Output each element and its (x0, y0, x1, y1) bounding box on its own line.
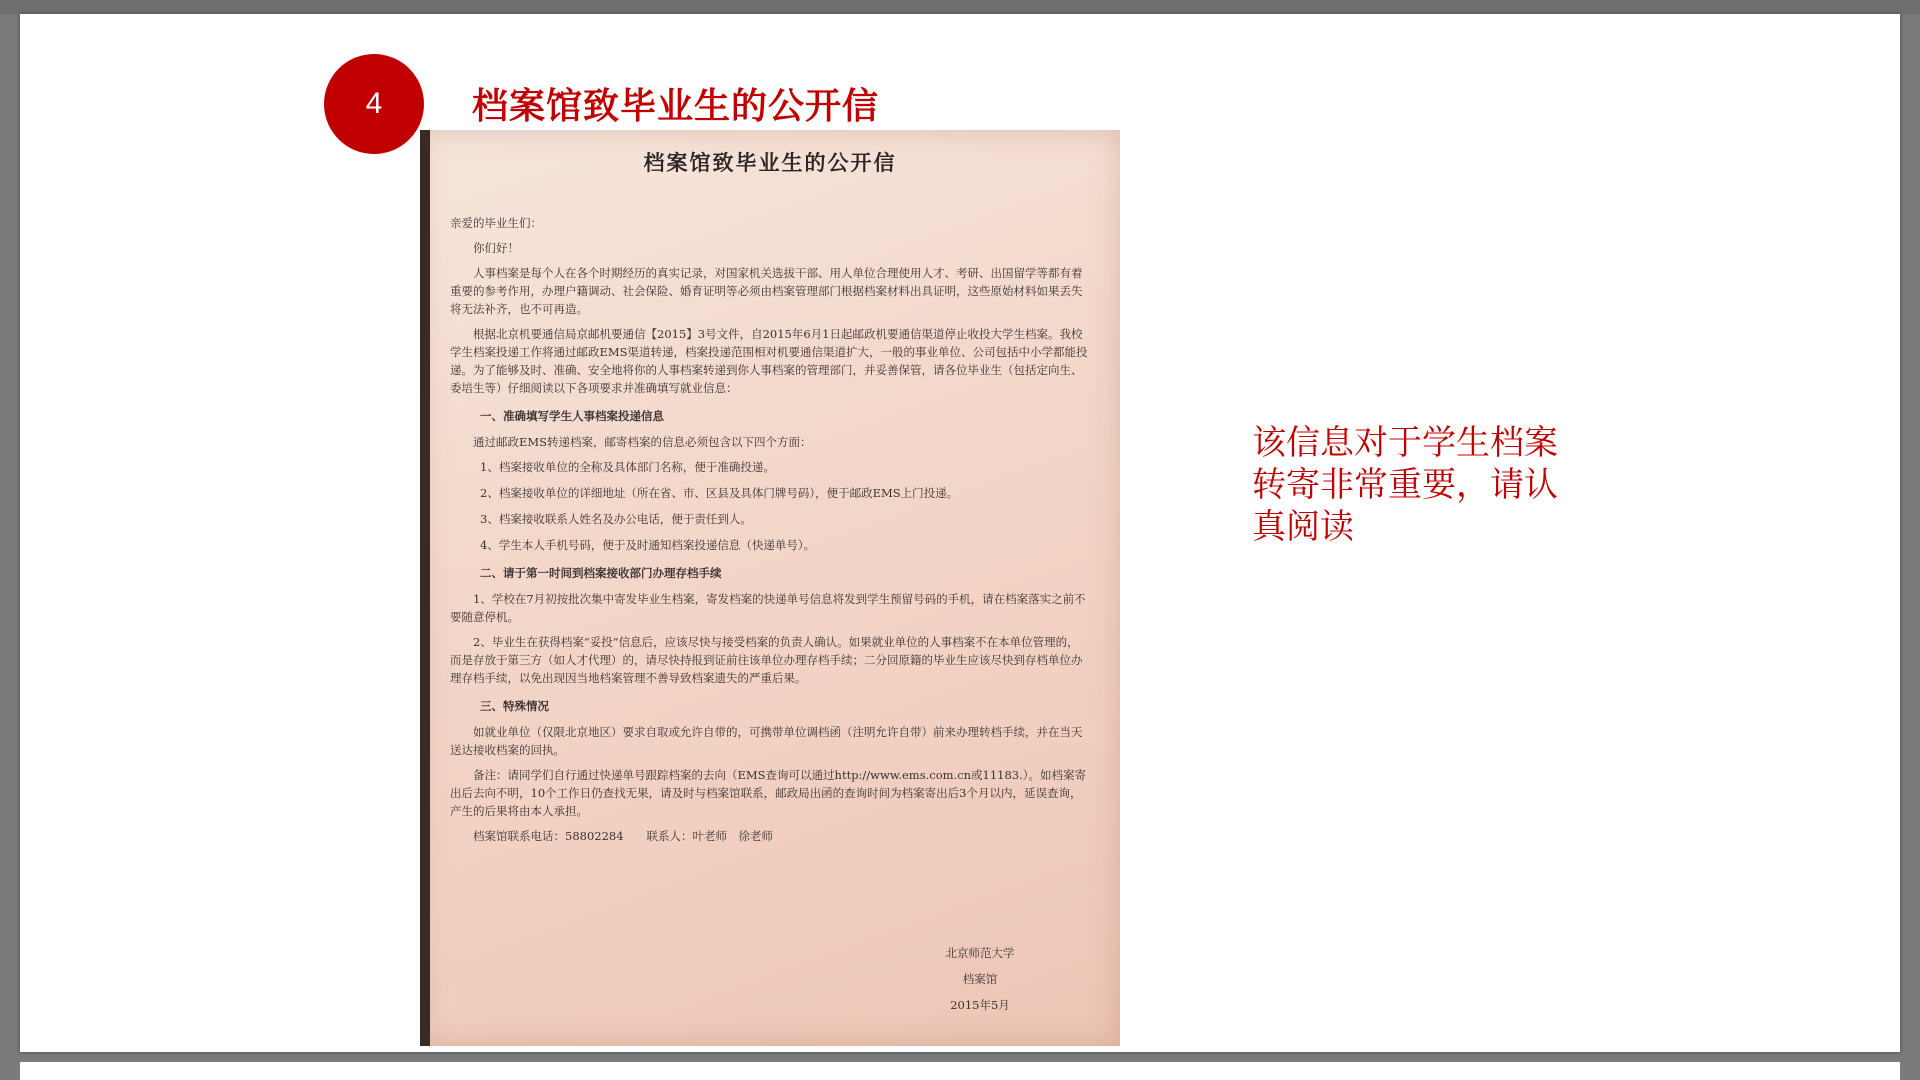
letter-greeting: 你们好！ (473, 241, 519, 255)
slide-number-badge (324, 54, 424, 154)
letter-photo (420, 130, 1120, 1046)
letter-contact: 档案馆联系电话：58802284 联系人：叶老师 徐老师 (473, 829, 774, 843)
letter-signature-dept: 档案馆 (962, 972, 998, 986)
letter-section-1-intro: 通过邮政EMS转递档案，邮寄档案的信息必须包含以下四个方面： (473, 435, 812, 449)
slide-canvas (20, 14, 1900, 1052)
letter-section-1-heading: 一、准确填写学生人事档案投递信息 (480, 409, 664, 423)
letter-section-2-paragraph-2: 2、毕业生在获得档案“妥投”信息后，应该尽快与接受档案的负责人确认。如果就业单位的人事档案不在本单位管理的，而是存放于第三方（如人才代理）的，请尽快持报到证前往该单位办理存档手续；二分回原籍的毕业生应该尽快到存档单位办理存档手续，以免出现因当地档案管理不善导致档案遗失的严重后果。 (450, 635, 1083, 685)
letter-signature-org: 北京师范大学 (945, 946, 1015, 960)
letter-salutation: 亲爱的毕业生们： (450, 216, 542, 230)
letter-section-2-paragraph-1: 1、学校在7月初按批次集中寄发毕业生档案，寄发档案的快递单号信息将发到学生预留号码的手机，请在档案落实之前不要随意停机。 (450, 592, 1086, 624)
letter-section-1-item: 1、档案接收单位的全称及具体部门名称，便于准确投递。 (480, 460, 775, 474)
letter-section-3-heading: 三、特殊情况 (480, 699, 549, 713)
letter-section-1-item: 4、学生本人手机号码，便于及时通知档案投递信息（快递单号）。 (480, 538, 816, 552)
slide-note: 该信息对于学生档案转寄非常重要，请认真阅读 (1252, 423, 1558, 547)
letter-section-1-item: 2、档案接收单位的详细地址（所在省、市、区县及具体门牌号码），便于邮政EMS上门投递。 (480, 486, 959, 500)
letter-paper (450, 148, 1090, 1038)
letter-remark: 备注：请同学们自行通过快递单号跟踪档案的去向（EMS查询可以通过http://www.ems.com.cn或11183.）。如档案寄出后去向不明，10个工作日仍查找无果，请及时与档案馆联系，邮政局出函的查询时间为档案寄出后3个月以内，延误查询，产生的后果将由本人承担。 (450, 768, 1087, 818)
letter-paragraph-2: 根据北京机要通信局京邮机要通信【2015】3号文件，自2015年6月1日起邮政机要通信渠道停止收投大学生档案。我校学生档案投递工作将通过邮政EMS渠道转递，档案投递范围相对机要通信渠道扩大，一般的事业单位、公司包括中小学都能投递。为了能够及时、准确、安全地将你的人事档案转递到你人事档案的管理部门，并妥善保管，请各位毕业生（包括定向生、委培生等）仔细阅读以下各项要求并准确填写就业信息： (450, 327, 1088, 395)
presentation-top-bar (0, 0, 1920, 14)
letter-paragraph-1: 人事档案是每个人在各个时期经历的真实记录，对国家机关选拔干部、用人单位合理使用人才、考研、出国留学等都有着重要的参考作用，办理户籍调动、社会保险、婚育证明等必须由档案管理部门根据档案材料出具证明，这些原始材料如果丢失将无法补齐，也不可再造。 (450, 266, 1083, 316)
letter-section-1-item: 3、档案接收联系人姓名及办公电话，便于责任到人。 (480, 512, 752, 526)
presentation-bottom-bar (20, 1062, 1900, 1080)
slide-number: 4 (365, 87, 383, 120)
letter-title: 档案馆致毕业生的公开信 (643, 150, 897, 175)
letter-section-2-heading: 二、请于第一时间到档案接收部门办理存档手续 (480, 566, 722, 580)
letter-signature-date: 2015年5月 (950, 998, 1010, 1012)
photo-shadow-edge (420, 130, 430, 1046)
slide-title: 档案馆致毕业生的公开信 (472, 86, 880, 127)
letter-section-3-paragraph: 如就业单位（仅限北京地区）要求自取或允许自带的，可携带单位调档函（注明允许自带）前来办理转档手续，并在当天送达接收档案的回执。 (450, 725, 1083, 757)
